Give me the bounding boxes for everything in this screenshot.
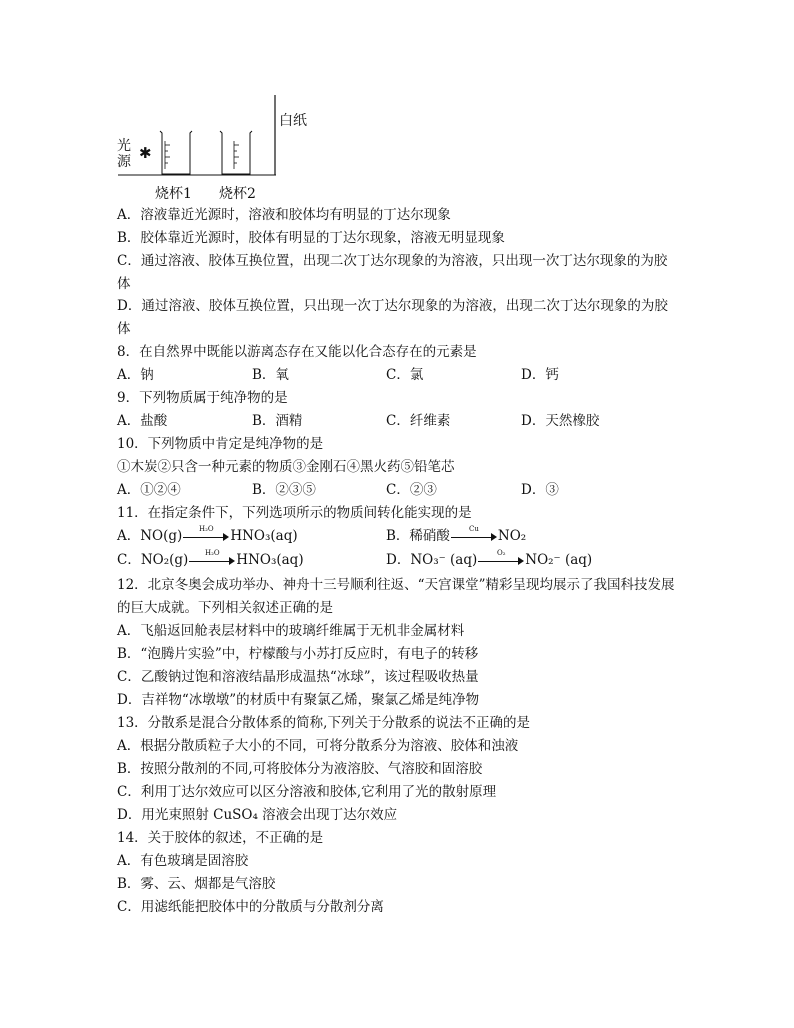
q14-stem: 14．关于胶体的叙述，不正确的是 [117,830,324,846]
q11-option-a [117,524,298,545]
q7-option-d-cont: 体 [117,321,131,337]
q7-option-c-cont: 体 [117,276,131,292]
q11-c-reactant: C．NO₂(g) [117,552,189,568]
light-source-star-icon: ✱ [139,144,152,162]
q9-option-b: B．酒精 [252,413,303,429]
q12-option-c: C．乙酸钠过饱和溶液结晶形成温热“冰球”，该过程吸收热量 [117,669,479,685]
q14-option-b: B．雾、云、烟都是气溶胶 [117,876,276,892]
q9-option-c: C．纤维素 [386,413,451,429]
q7-option-c: C．通过溶液、胶体互换位置，出现二次丁达尔现象的为溶液，只出现一次丁达尔现象的为胶 [117,253,668,269]
beaker-2-label: 烧杯2 [219,186,256,202]
q11-option-c [117,548,304,569]
q10-option-d: D．③ [521,482,559,498]
q8-stem: 8．在自然界中既能以游离态存在又能以化合态存在的元素是 [117,344,477,360]
light-source-label-top: 光 [117,138,131,154]
q11-b-condition: Cu [468,524,479,533]
q10-option-c: C．②③ [386,482,437,498]
q14-option-c: C．用滤纸能把胶体中的分散质与分散剂分离 [117,899,384,915]
reaction-arrow-icon [478,548,524,566]
q13-option-c: C．利用丁达尔效应可以区分溶液和胶体,它利用了光的散射原理 [117,784,497,800]
reaction-arrow-icon [451,524,497,542]
beakers-diagram [118,93,290,183]
q11-c-condition: H₂O [204,548,220,557]
q10-option-a: A．①②④ [117,482,181,498]
q8-option-c: C．氯 [386,367,424,383]
q12-option-d: D．吉祥物“冰墩墩”的材质中有聚氯乙烯，聚氯乙烯是纯净物 [117,692,480,708]
q11-a-reactant: A．NO(g) [117,528,183,544]
q13-option-d: D．用光束照射 CuSO₄ 溶液会出现丁达尔效应 [117,807,398,823]
q8-option-b: B．氧 [252,367,289,383]
q11-a-product: HNO₃(aq) [230,528,298,544]
q13-option-b: B．按照分散剂的不同,可将胶体分为液溶胶、气溶胶和固溶胶 [117,761,483,777]
q11-option-d [386,548,593,569]
beaker-1-label: 烧杯1 [155,186,192,202]
q10-items: ①木炭②只含一种元素的物质③金刚石④黑火药⑤铅笔芯 [117,459,455,475]
q13-stem: 13．分散系是混合分散体系的简称,下列关于分散系的说法不正确的是 [117,715,530,731]
q9-option-a: A．盐酸 [117,413,168,429]
q14-option-a: A．有色玻璃是固溶胶 [117,853,249,869]
reaction-arrow-icon [183,524,229,542]
q7-option-a: A．溶液靠近光源时，溶液和胶体均有明显的丁达尔现象 [117,207,451,223]
q11-d-product: NO₂⁻ (aq) [525,552,593,568]
q11-c-product: HNO₃(aq) [236,552,304,568]
q12-option-b: B．“泡腾片实验”中，柠檬酸与小苏打反应时，有电子的转移 [117,646,479,662]
q11-a-condition: H₂O [198,524,214,533]
q8-option-a: A．钠 [117,367,154,383]
q9-stem: 9．下列物质属于纯净物的是 [117,390,288,406]
q11-b-product: NO₂ [497,528,527,544]
q7-option-b: B．胶体靠近光源时，胶体有明显的丁达尔现象，溶液无明显现象 [117,230,505,246]
q12-option-a: A．飞船返回舱表层材料中的玻璃纤维属于无机非金属材料 [117,623,465,639]
white-paper-label: 白纸 [279,113,307,129]
q7-option-d: D．通过溶液、胶体互换位置，只出现一次丁达尔现象的为溶液，出现二次丁达尔现象的为胶 [117,298,668,314]
reaction-arrow-icon [189,548,235,566]
q11-option-b [386,524,527,545]
beaker-2-icon [220,131,252,174]
q11-stem: 11．在指定条件下，下列选项所示的物质间转化能实现的是 [117,505,472,521]
light-source-label-bottom: 源 [117,154,131,170]
q11-d-condition: O₂ [496,548,506,557]
q9-option-d: D．天然橡胶 [521,413,600,429]
q13-option-a: A．根据分散质粒子大小的不同，可将分散系分为溶液、胶体和浊液 [117,738,519,754]
q12-stem: 12．北京冬奥会成功举办、神舟十三号顺利往返、“天宫课堂”精彩呈现均展示了我国科技发展 [117,577,675,593]
q10-stem: 10．下列物质中肯定是纯净物的是 [117,436,324,452]
q11-b-reactant: B．稀硝酸 [386,528,450,544]
q10-option-b: B．②③⑤ [252,482,316,498]
q8-option-d: D．钙 [521,367,559,383]
beaker-1-icon [160,131,192,174]
q12-stem-cont: 的巨大成就。下列相关叙述正确的是 [117,600,333,616]
q11-d-reactant: D．NO₃⁻ (aq) [386,552,478,568]
